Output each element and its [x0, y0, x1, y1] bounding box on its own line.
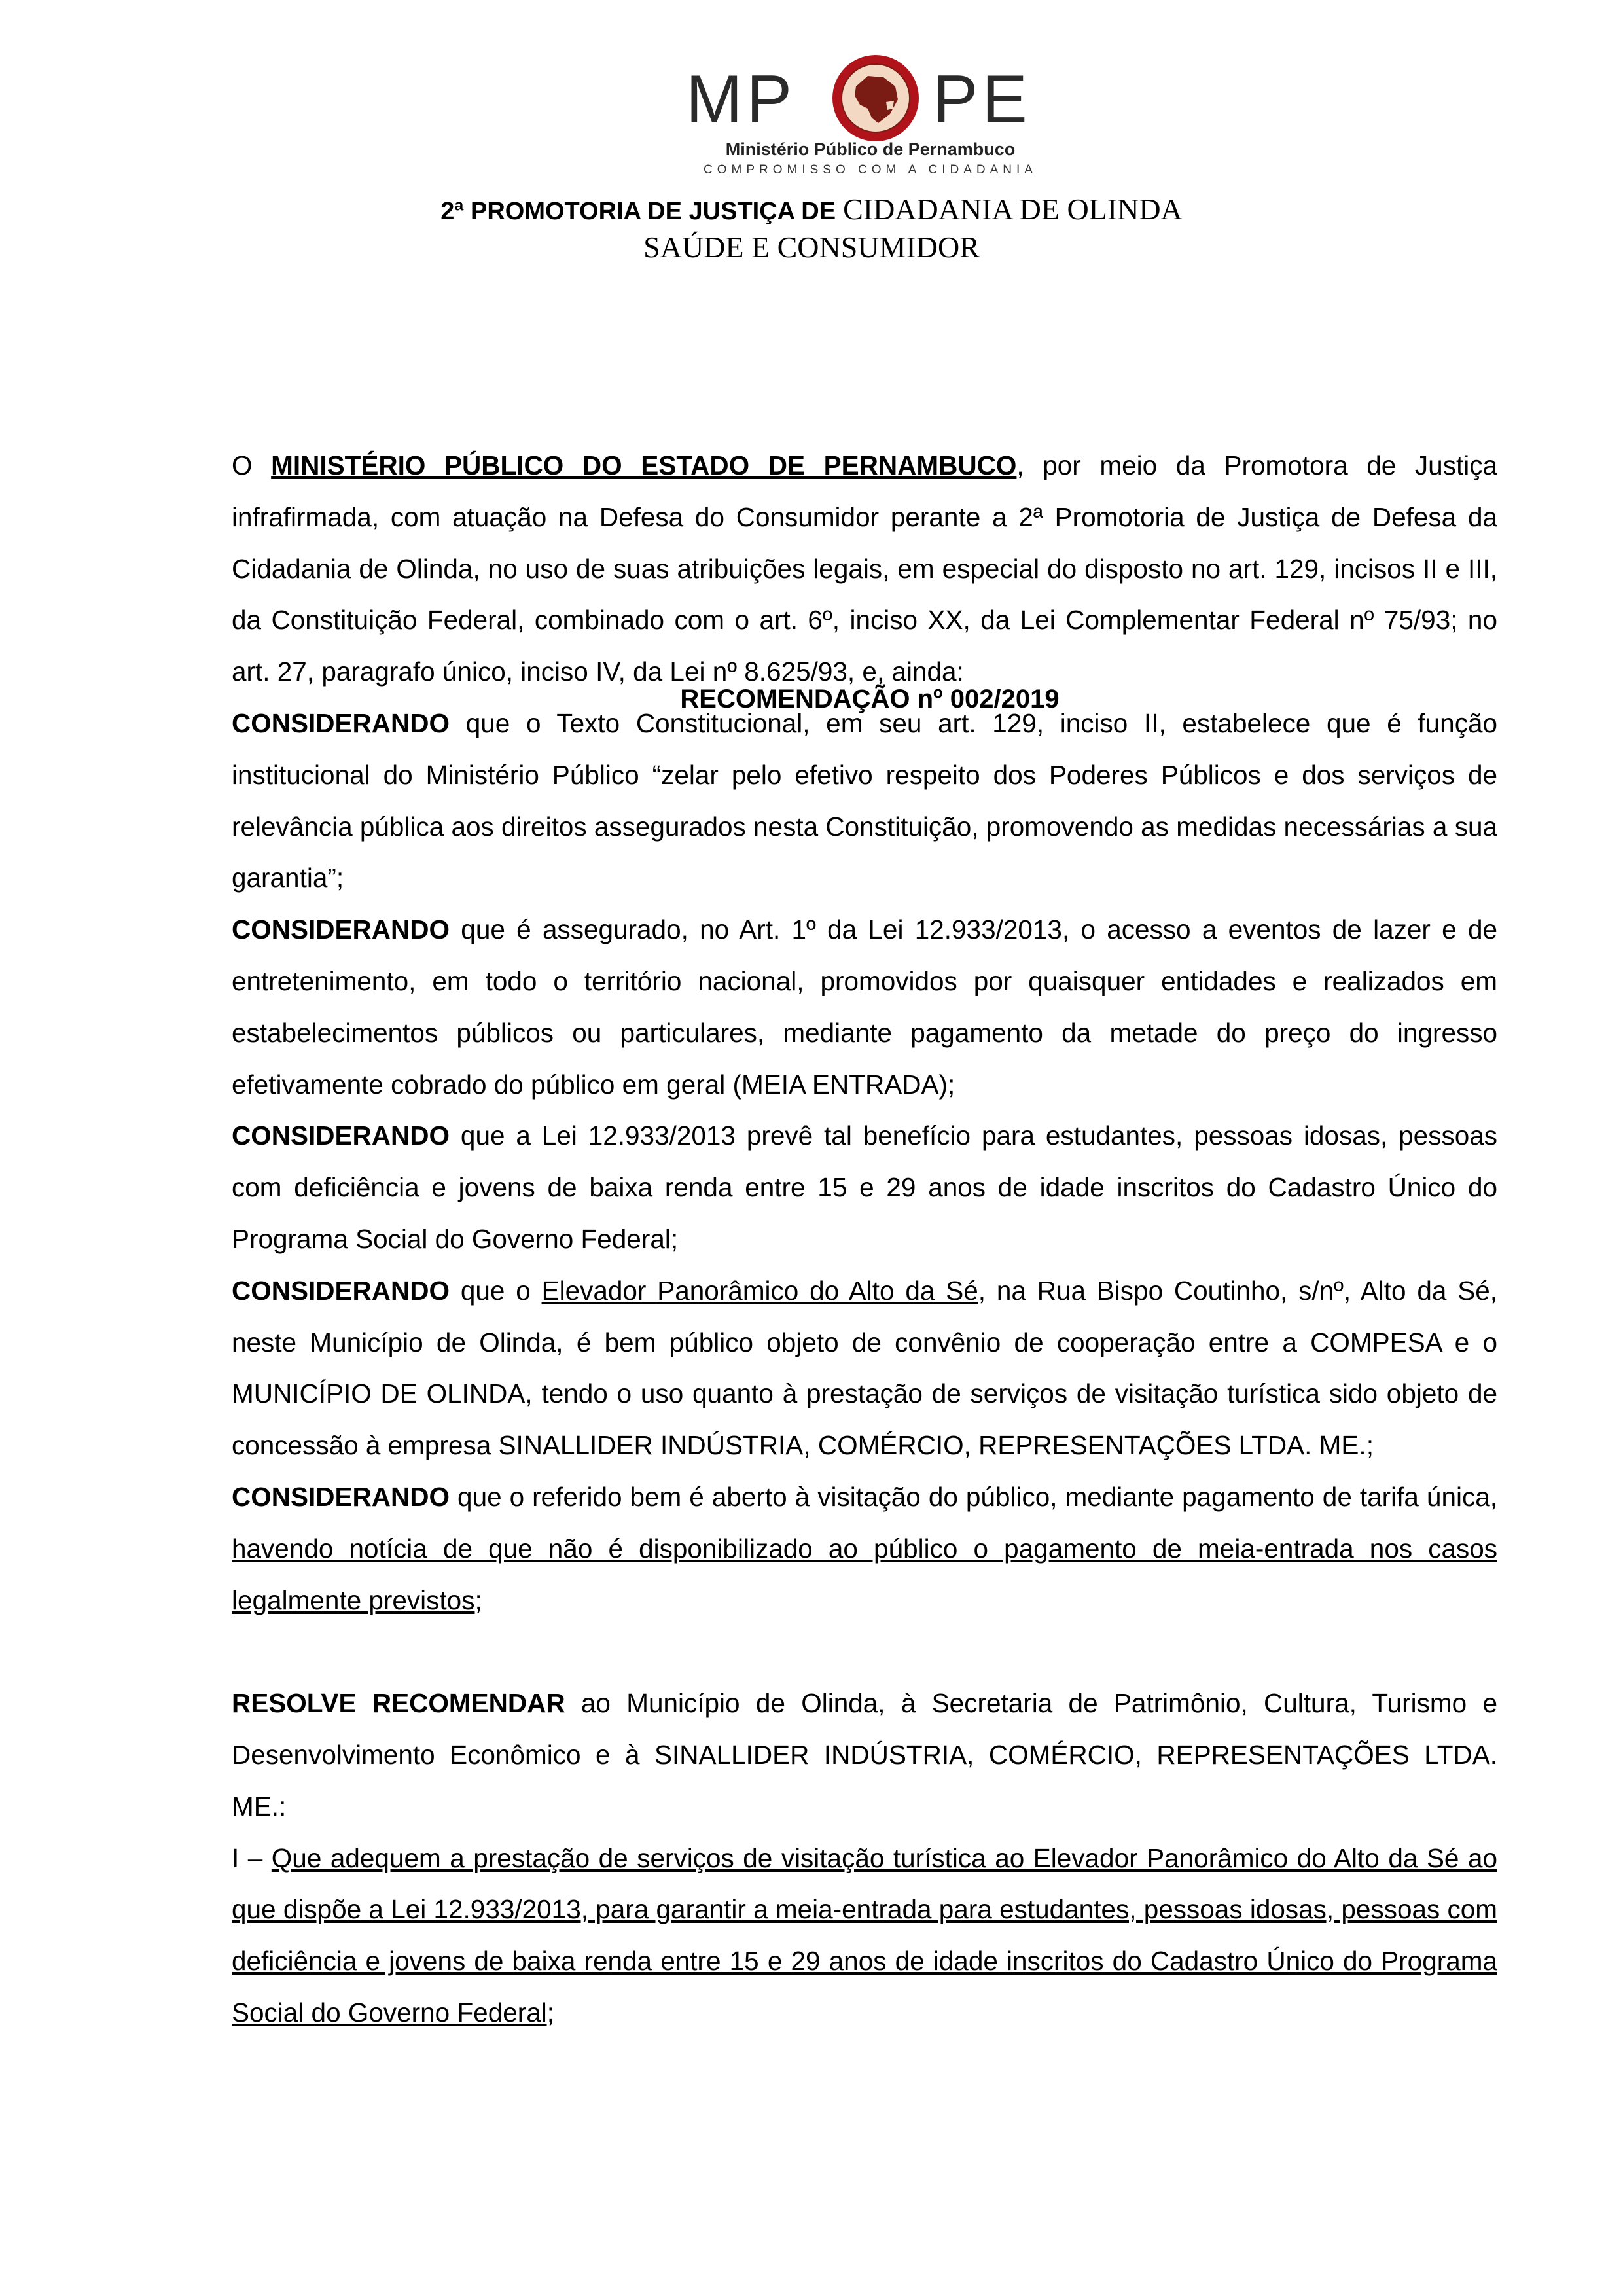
considerando-2: [232, 904, 1497, 1110]
item-1-prefix: I –: [232, 1842, 272, 1873]
header-line-1-serif: CIDADANIA DE OLINDA: [843, 192, 1183, 226]
item-1-text: Que adequem a prestação de serviços de visitação turística ao Elevador Panorâmico do Alto da Sé ao que dispõe a Lei 12.933/2013, para garantir a meia-entrada para estudantes, pessoas idosas, pessoas com deficiência e jovens de baixa renda entre 15 e 29 anos de idade inscritos do Cadastro Único do Programa Social do Governo Federal;: [232, 1842, 1498, 2028]
logo-letters-right: PE: [933, 62, 1031, 137]
elevador-name: Elevador Panorâmico do Alto da Sé: [541, 1275, 978, 1306]
considerando-3-text: que a Lei 12.933/2013 prevê tal benefício para estudantes, pessoas idosas, pessoas com deficiência e jovens de baixa renda entre 15 e 29 anos de idade inscritos do Cadastro Único do Programa Social do Governo Federal;: [232, 1121, 1497, 1254]
logo-institution-name: Ministério Público de Pernambuco: [725, 139, 1016, 159]
logo-tagline: COMPROMISSO COM A CIDADANIA: [704, 163, 1037, 177]
mppe-logo: [681, 47, 1060, 178]
considerando-1: [232, 698, 1497, 904]
logo-letters-left: MP: [686, 62, 796, 137]
document-body: [232, 440, 1497, 2039]
considerando-label: CONSIDERANDO: [232, 708, 450, 738]
considerando-1-text: que o Texto Constitucional, em seu art. 129, inciso II, estabelece que é função institucional do Ministério Público “zelar pelo efetivo respeito dos Poderes Públicos e dos serviços de relevância pública aos direitos assegurados nesta Constituição, promovendo as medidas necessárias a sua garantia”;: [232, 708, 1497, 893]
intro-text: , por meio da Promotora de Justiça infrafirmada, com atuação na Defesa do Consumidor perante a 2ª Promotoria de Justiça de Defesa da Cidadania de Olinda, no uso de suas atribuições legais, em especial do disposto no art. 129, incisos II e III, da Constituição Federal, combinado com o art. 6º, inciso XX, da Lei Complementar Federal nº 75/93; no art. 27, paragrafo único, inciso IV, da Lei nº 8.625/93, e, ainda:: [232, 450, 1497, 687]
considerando-2-text: que é assegurado, no Art. 1º da Lei 12.933/2013, o acesso a eventos de lazer e de entretenimento, em todo o território nacional, promovidos por quaisquer entidades e realizados em estabelecimentos públicos ou particulares, mediante pagamento da metade do preço do ingresso efetivamente cobrado do público em geral (MEIA ENTRADA);: [232, 914, 1497, 1100]
resolve-label: RESOLVE RECOMENDAR: [232, 1688, 565, 1719]
item-1: [232, 1833, 1497, 2039]
considerando-label: CONSIDERANDO: [232, 914, 450, 945]
header-line-1-sans: 2ª PROMOTORIA DE JUSTIÇA DE: [440, 198, 836, 225]
considerando-5-pre: que o referido bem é aberto à visitação do público, mediante pagamento de tarifa única,: [450, 1481, 1497, 1512]
considerando-5-post: ;: [474, 1585, 482, 1615]
considerando-label: CONSIDERANDO: [232, 1481, 450, 1512]
considerando-4-post: , na Rua Bispo Coutinho, s/nº, Alto da Sé, neste Município de Olinda, é bem público objeto de convênio de cooperação entre a COMPESA e o MUNICÍPIO DE OLINDA, tendo o uso quanto à prestação de serviços de visitação turística sido objeto de concessão à empresa SINALLIDER INDÚSTRIA, COMÉRCIO, REPRESENTAÇÕES LTDA. ME.;: [232, 1275, 1497, 1461]
header-line-2: SAÚDE E CONSUMIDOR: [643, 230, 980, 264]
considerando-label: CONSIDERANDO: [232, 1275, 450, 1306]
considerando-4: [232, 1265, 1497, 1471]
considerando-5-underlined: havendo notícia de que não é disponibilizado ao público o pagamento de meia-entrada nos casos legalmente previstos: [232, 1533, 1497, 1615]
considerando-label: CONSIDERANDO: [232, 1121, 450, 1151]
considerando-3: [232, 1110, 1497, 1265]
considerando-5: [232, 1471, 1497, 1626]
header-line-1: [0, 191, 1623, 230]
document-title: RECOMENDAÇÃO nº 002/2019: [680, 685, 1060, 713]
intro-prefix: O: [232, 450, 272, 480]
intro-paragraph: [232, 440, 1497, 698]
resolve-text: ao Município de Olinda, à Secretaria de Patrimônio, Cultura, Turismo e Desenvolvimento Econômico e à SINALLIDER INDÚSTRIA, COMÉRCIO, REPRESENTAÇÕES LTDA. ME.:: [232, 1688, 1497, 1821]
resolve-paragraph: [232, 1677, 1497, 1832]
considerando-4-pre: que o: [450, 1275, 542, 1306]
seal-icon: [830, 52, 921, 144]
org-name: MINISTÉRIO PÚBLICO DO ESTADO DE PERNAMBUCO: [271, 450, 1017, 480]
paragraph-gap: [232, 1626, 1497, 1677]
